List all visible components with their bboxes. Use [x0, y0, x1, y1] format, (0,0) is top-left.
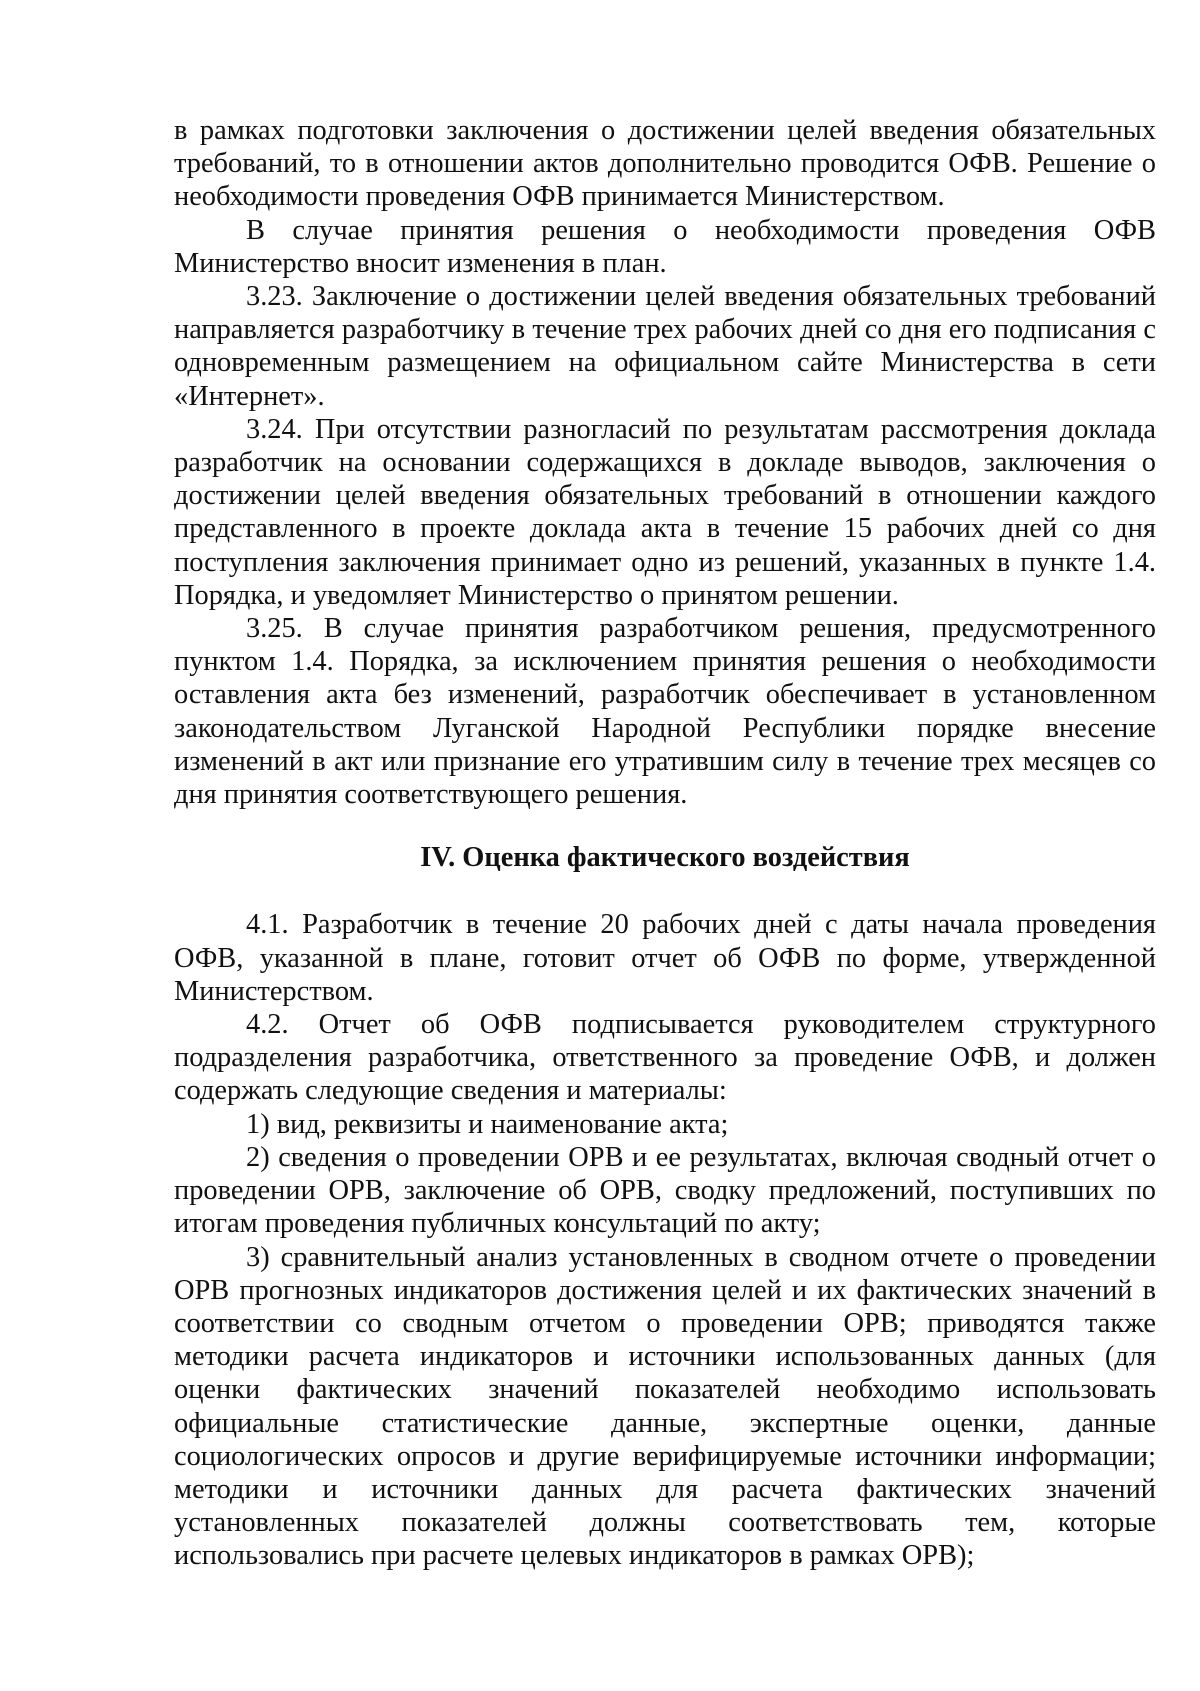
- paragraph-3-23: 3.23. Заключение о достижении целей введения обязательных требований направляется разработчику в течение трех рабочих дней со дня его подписания с одновременным размещением на официальном сайте Министерства в сети «Интернет».: [174, 281, 1156, 412]
- paragraph-ofv-plan-change: В случае принятия решения о необходимости проведения ОФВ Министерство вносит изменения в план.: [174, 214, 1156, 279]
- paragraph-continuation: в рамках подготовки заключения о достижении целей введения обязательных требований, то в отношении актов дополнительно проводится ОФВ. Решение о необходимости проведения ОФВ принимается Министерством.: [174, 115, 1156, 213]
- list-item-1: 1) вид, реквизиты и наименование акта;: [246, 1108, 729, 1140]
- section-heading: IV. Оценка фактического воздействия: [420, 842, 910, 874]
- paragraph-4-2: 4.2. Отчет об ОФВ подписывается руководителем структурного подразделения разработчика, ответственного за проведение ОФВ, и должен содержать следующие сведения и материалы:: [174, 1009, 1156, 1107]
- paragraph-4-1: 4.1. Разработчик в течение 20 рабочих дней с даты начала проведения ОФВ, указанной в плане, готовит отчет об ОФВ по форме, утвержденной Министерством.: [174, 909, 1156, 1007]
- list-item-3: 3) сравнительный анализ установленных в сводном отчете о проведении ОРВ прогнозных индикаторов достижения целей и их фактических значений в соответствии со сводным отчетом о проведении ОРВ; приводятся также методики расчета индикаторов и источники использованных данных (для оценки фактических значений показателей необходимо использовать официальные статистические данные, экспертные оценки, данные социологических опросов и другие верифицируемые источники информации; методики и источники данных для расчета фактических значений установленных показателей должны соответствовать тем, которые использовались при расчете целевых индикаторов в рамках ОРВ);: [174, 1241, 1156, 1572]
- paragraph-3-24: 3.24. При отсутствии разногласий по результатам рассмотрения доклада разработчик на основании содержащихся в докладе выводов, заключения о достижении целей введения обязательных требований в отношении каждого представленного в проекте доклада акта в течение 15 рабочих дней со дня поступления заключения принимает одно из решений, указанных в пункте 1.4. Порядка, и уведомляет Министерство о принятом решении.: [174, 413, 1156, 611]
- document-body: [174, 114, 1156, 1573]
- list-item-2: 2) сведения о проведении ОРВ и ее результатах, включая сводный отчет о проведении ОРВ, заключение об ОРВ, сводку предложений, поступивших по итогам проведения публичных консультаций по акту;: [174, 1141, 1156, 1240]
- paragraph-3-25: 3.25. В случае принятия разработчиком решения, предусмотренного пунктом 1.4. Порядка, за исключением принятия решения о необходимости оставления акта без изменений, разработчик обеспечивает в установленном законодательством Луганской Народной Республики порядке внесение изменений в акт или признание его утратившим силу в течение трех месяцев со дня принятия соответствующего решения.: [174, 613, 1156, 811]
